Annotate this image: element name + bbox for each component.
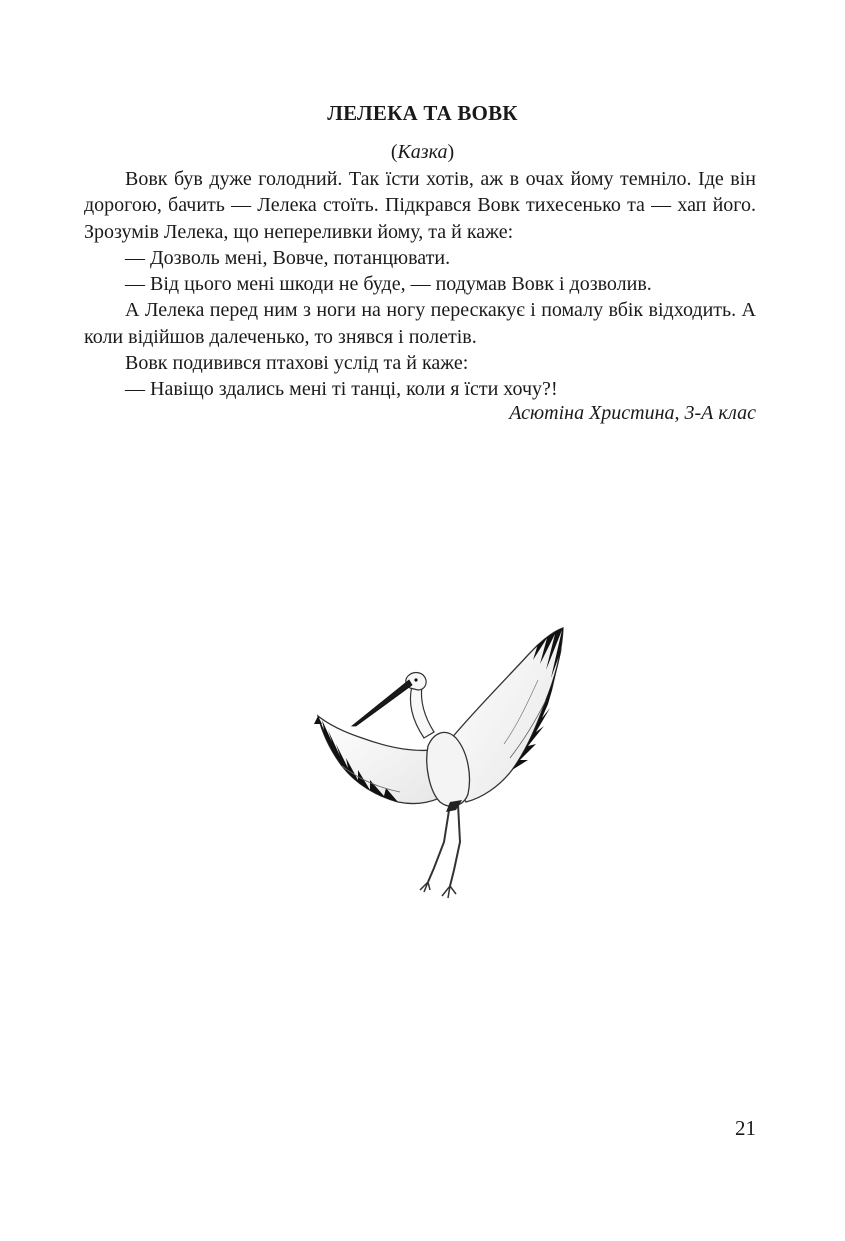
subtitle-open-paren: ( (390, 141, 398, 163)
stork-neck (411, 686, 435, 738)
page-number: 21 (735, 1116, 756, 1140)
stork-beak (352, 680, 412, 726)
subtitle-genre: Казка (397, 141, 448, 163)
story-paragraph: Вовк подивився птахові услід та й каже: (125, 352, 469, 375)
story-paragraph: — Дозволь мені, Вовче, потанцювати. (125, 246, 451, 269)
subtitle-close-paren: ) (447, 141, 455, 163)
story-paragraph: Вовк був дуже голодний. Так їсти хотів, аж в очах йому темніло. Іде він дорогою, бачить — Лелека стоїть. Підкрався Вовк тихесенько та — хап його. Зрозумів Лелека, що непереливки йому, та й каже: (84, 168, 756, 243)
story-paragraph: — Навіщо здались мені ті танці, коли я їсти хочу?! (125, 378, 558, 401)
story-body (84, 166, 756, 403)
story-subtitle (0, 141, 845, 164)
story-title: ЛЕЛЕКА ТА ВОВК (327, 101, 518, 125)
story-paragraph: А Лелека перед ним з ноги на ногу перескакує і помалу вбік відходить. А коли відійшов далеченько, то знявся і полетів. (84, 299, 756, 348)
story-author: Асютіна Христина, 3-А клас (509, 402, 756, 424)
story-paragraph: — Від цього мені шкоди не буде, — подумав Вовк і дозволив. (125, 273, 652, 296)
stork-illustration (300, 620, 570, 905)
stork-legs (428, 804, 460, 886)
stork-drawing-icon (300, 620, 570, 905)
